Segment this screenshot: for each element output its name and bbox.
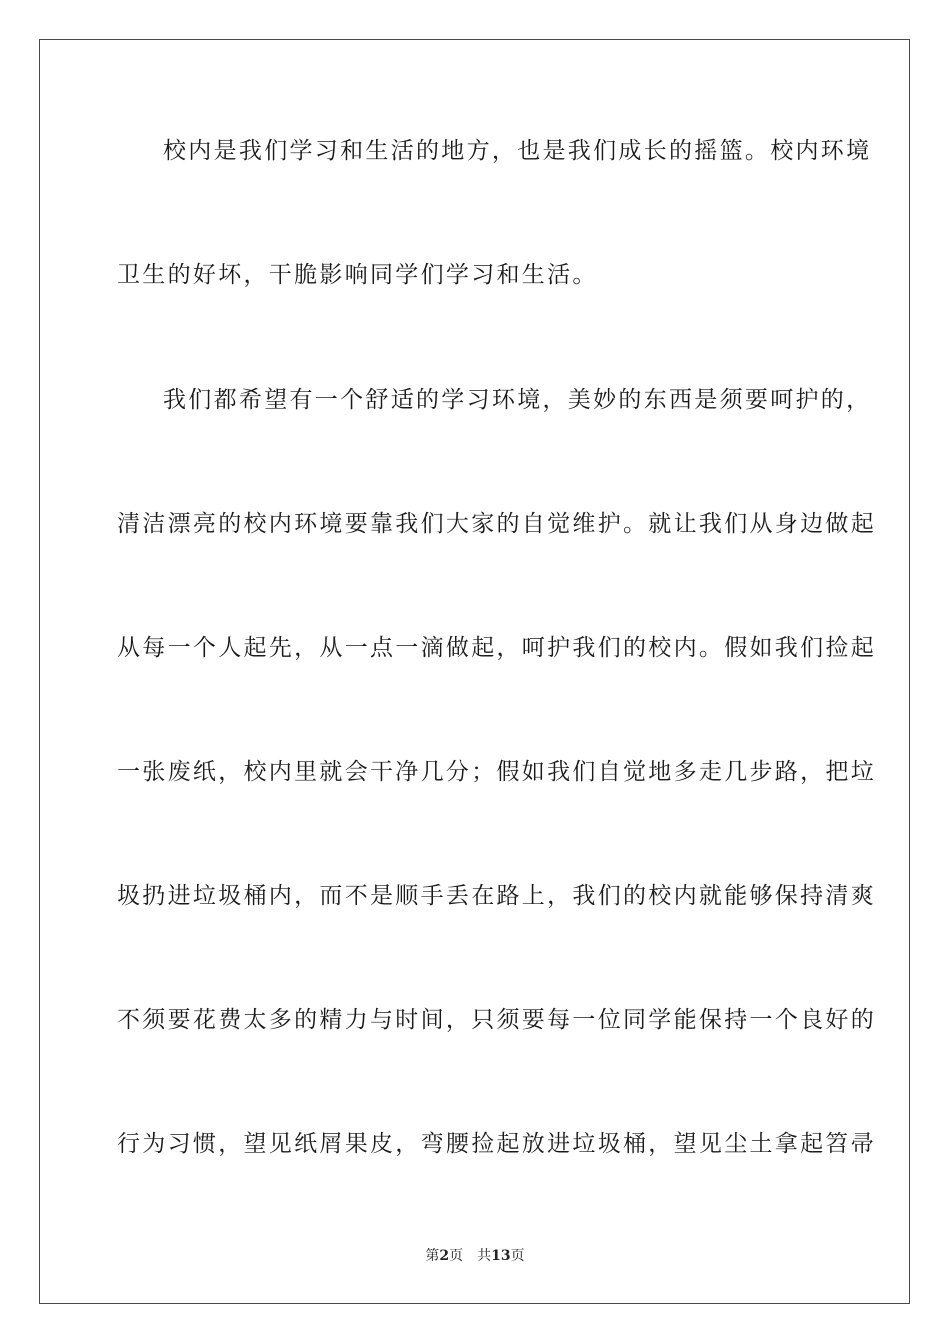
- paragraph-2-line-2: 清洁漂亮的校内环境要靠我们大家的自觉维护。就让我们从身边做起: [117, 511, 876, 537]
- page-number-suffix: 页: [449, 1248, 464, 1264]
- paragraph-2-line-1: 我们都希望有一个舒适的学习环境，美妙的东西是须要呵护的，: [163, 387, 872, 413]
- paragraph-2-line-6: 不须要花费太多的精力与时间，只须要每一位同学能保持一个良好的: [117, 1007, 876, 1033]
- page-number-prefix: 第: [425, 1248, 440, 1264]
- paragraph-2-line-3: 从每一个人起先，从一点一滴做起，呵护我们的校内。假如我们捡起: [117, 635, 876, 661]
- paragraph-2-line-7: 行为习惯，望见纸屑果皮，弯腰捡起放进垃圾桶，望见尘土拿起笤帚: [117, 1131, 876, 1157]
- paragraph-1-line-2: 卫生的好坏，干脆影响同学们学习和生活。: [117, 262, 598, 288]
- paragraph-2-line-4: 一张废纸，校内里就会干净几分；假如我们自觉地多走几步路，把垃: [117, 759, 876, 785]
- paragraph-2-line-5: 圾扔进垃圾桶内，而不是顺手丢在路上，我们的校内就能够保持清爽: [117, 883, 876, 909]
- page-total-suffix: 页: [510, 1248, 525, 1264]
- paragraph-1-line-1: 校内是我们学习和生活的地方，也是我们成长的摇篮。校内环境: [163, 138, 872, 164]
- page-number-current: 2: [439, 1248, 450, 1264]
- page-total-count: 13: [491, 1248, 511, 1264]
- page-footer: [0, 1247, 950, 1265]
- page-border: [39, 39, 910, 1304]
- page-total-prefix: 共: [477, 1248, 492, 1264]
